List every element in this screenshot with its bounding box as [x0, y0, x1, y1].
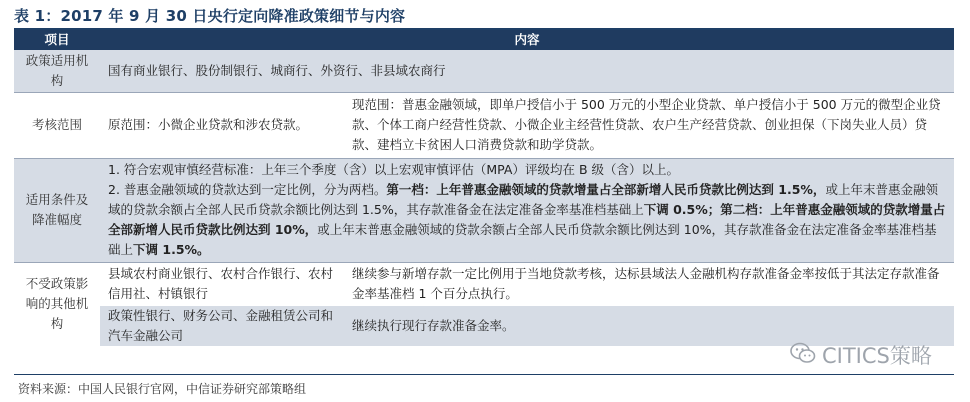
- table-row: [14, 158, 954, 262]
- bottom-rule: [14, 374, 954, 375]
- table-row: [14, 50, 954, 92]
- row-label-conditions: 适用条件及降准幅度: [14, 158, 100, 262]
- header-row: [14, 30, 954, 50]
- table-title: 表 1：2017 年 9 月 30 日央行定向降准政策细节与内容: [14, 7, 406, 25]
- conditions-content: [100, 158, 954, 262]
- unaffected-treatment-2: 继续执行现行存款准备金率。: [344, 306, 954, 346]
- row-label-scope: 考核范围: [14, 92, 100, 158]
- header-content: 内容: [100, 30, 954, 50]
- watermark-text: CITICS策略: [822, 344, 932, 368]
- scope-original: 原范围：小微企业贷款和涉农贷款。: [100, 92, 344, 158]
- row-content-institutions: 国有商业银行、股份制银行、城商行、外资行、非县域农商行: [100, 50, 954, 92]
- policy-table: [14, 30, 954, 346]
- source-note: 资料来源：中国人民银行官网，中信证券研究部策略组: [18, 382, 307, 396]
- unaffected-institutions-2: 政策性银行、财务公司、金融租赁公司和汽车金融公司: [100, 306, 344, 346]
- wechat-icon: [790, 342, 822, 369]
- table-row: [14, 262, 954, 306]
- unaffected-treatment-1: 继续参与新增存款一定比例用于当地贷款考核，达标县域法人金融机构存款准备金率按低于其法定存款准备金率基准档 1 个百分点执行。: [344, 262, 954, 306]
- scope-current: 现范围：普惠金融领域，即单户授信小于 500 万元的小型企业贷款、单户授信小于 500 万元的微型企业贷款、个体工商户经营性贷款、小微企业主经营性贷款、农户生产经营贷款、创业担保（下岗失业人员）贷款、建档立卡贫困人口消费贷款和助学贷款。: [344, 92, 954, 158]
- row-label-unaffected: 不受政策影响的其他机构: [14, 262, 100, 346]
- condition-2: 2. 普惠金融领域的贷款达到一定比例，分为两档。第一档：上年普惠金融领域的贷款增量占全部新增人民币贷款比例达到 1.5%，或上年末普惠金融领域的贷款余额占全部人民币贷款余额比例达到 1.5%，其存款准备金在法定准备金率基准档基础上下调 0.5%；第二档：上年普惠金融领域的贷款增量占全部新增人民币贷款比例达到 10%，或上年末普惠金融领域的贷款余额占全部人民币贷款余额比例达到 10%，其存款准备金在法定准备金率基准档基础上下调 1.5%。: [108, 182, 946, 257]
- header-item: 项目: [14, 30, 100, 50]
- row-label-institutions: 政策适用机构: [14, 50, 100, 92]
- condition-1: 1. 符合宏观审慎经营标准：上年三个季度（含）以上宏观审慎评估（MPA）评级均在 B 级（含）以上。: [108, 162, 679, 177]
- unaffected-institutions-1: 县域农村商业银行、农村合作银行、农村信用社、村镇银行: [100, 262, 344, 306]
- watermark: [790, 340, 932, 370]
- table-row: [14, 92, 954, 158]
